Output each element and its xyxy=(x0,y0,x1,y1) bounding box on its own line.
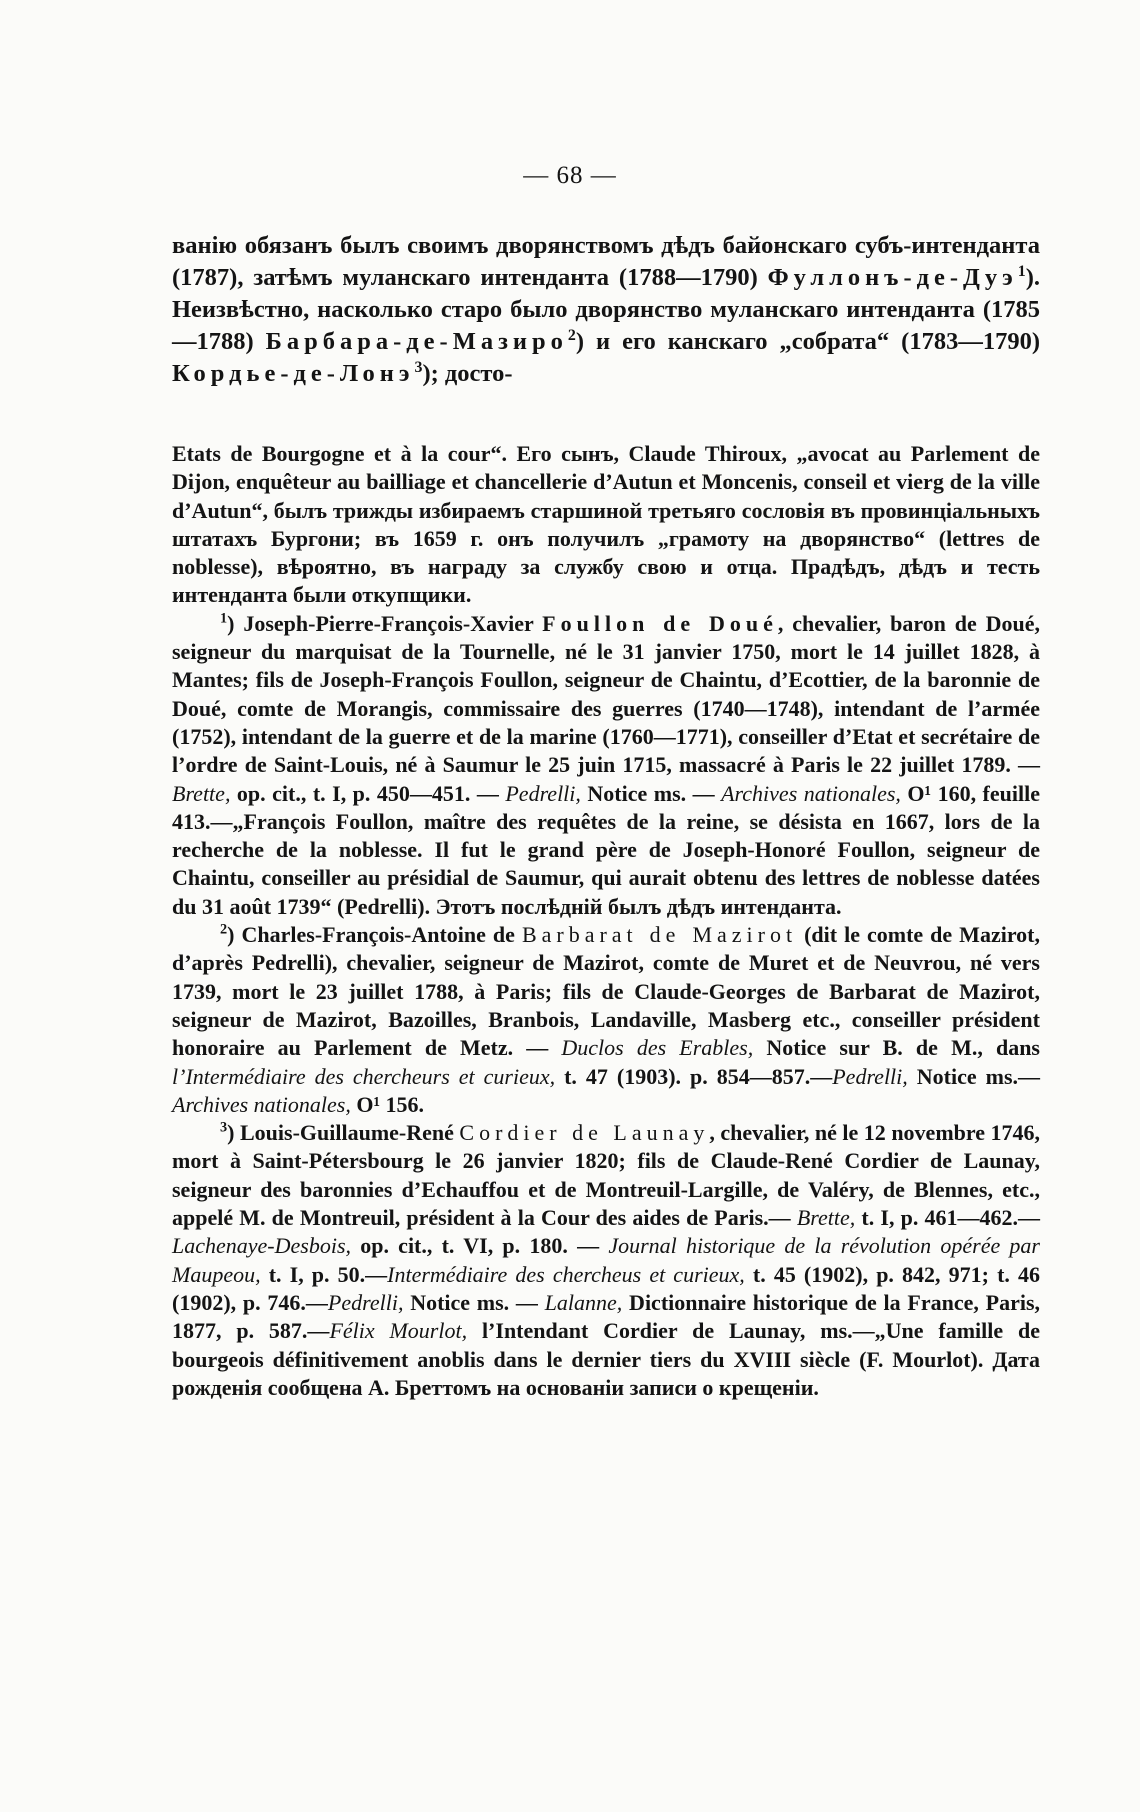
name-barbarat: Барбара-де-Мазиро xyxy=(265,328,568,355)
main-text: ванію обязанъ былъ своимъ дворянствомъ дѣдъ байонскаго субъ-интенданта (1787), затѣмъ муланскаго интенданта (1788—1790) Фуллонъ-де-Дуэ$^1$). Неизвѣстно, насколько старо было дворянство муланскаго интенданта (1785—1788) Барбара-де-Мазиро$^2$) и его канскаго „собрата“ (1783—1790) Кордье-де-Лонэ$^3$); досто- xyxy=(172,232,1040,387)
footnote-1: $^1$) Joseph-Pierre-François-Xavier Foullon de Doué, chevalier, baron de Doué, seigneur du marquisat de la Tournelle, né le 31 janvier 1750, mort le 14 juillet 1828, à Mantes; fils de Joseph-François Foullon, seigneur de Chaintu, d’Ecottier, de la baronnie de Doué, comte de Morangis, commissaire des guerres (1740—1748), intendant de l’armée (1752), intendant de la guerre et de la marine (1760—1771), conseiller d’Etat et secrétaire de l’ordre de Saint-Louis, né à Saumur le 25 juin 1715, massacré à Paris le 22 juillet 1789. — Brette, op. cit., t. I, p. 450—451. — Pedrelli, Notice ms. — Archives nationales, O¹ 160, feuille 413.—„François Foullon, maître des requêtes de la reine, se désista en 1667, lors de la recherche de la noblesse. Il fut le grand père de Joseph-Honoré Foullon, seigneur de Chaintu, conseiller au présidial de Saumur, qui aurait obtenu des lettres de noblesse datées du 31 août 1739“ (Pedrelli). Этотъ послѣдній былъ дѣдъ интенданта. xyxy=(172,610,1040,919)
footnotes xyxy=(172,440,1040,1402)
footnote-ref-3[interactable]: 3 xyxy=(414,358,423,376)
footnote-ref-1[interactable]: 1 xyxy=(1017,262,1026,280)
footnote-ref-2[interactable]: 2 xyxy=(567,326,576,344)
footnote-3: $^3$) Louis-Guillaume-René Cordier de Launay, chevalier, né le 12 novembre 1746, mort à Saint-Pétersbourg le 26 janvier 1820; fils de Claude-René Cordier de Launay, seigneur des baronnies d’Echauffou et de Montreuil-Largille, de Valéry, de Blennes, etc., appelé M. de Montreuil, président à la Cour des aides de Paris.— Brette, t. I, p. 461—462.—Lachenaye-Desbois, op. cit., t. VI, p. 180. — Journal historique de la révolution opérée par Maupeou, t. I, p. 50.—Intermédiaire des chercheus et curieux, t. 45 (1902), p. 842, 971; t. 46 (1902), p. 746.—Pedrelli, Notice ms. — Lalanne, Dictionnaire historique de la France, Paris, 1877, p. 587.—Félix Mourlot, l’Intendant Cordier de Launay, ms.—„Une famille de bourgeois définitivement anoblis dans le dernier tiers du XVIII siècle (F. Mourlot). Дата рожденія сообщена А. Бреттомъ на основаніи записи о крещеніи. xyxy=(172,1119,1041,1400)
footnote-2: $^2$) Charles-François-Antoine de Barbarat de Mazirot (dit le comte de Mazirot, d’après Pedrelli), chevalier, seigneur de Mazirot, comte de Muret et de Neuvrou, né vers 1739, mort le 23 juillet 1788, à Paris; fils de Claude-Georges de Barbarat de Mazirot, seigneur de Mazirot, Bazoilles, Branbois, Landaville, Masberg etc., conseiller président honoraire au Parlement de Metz. — Duclos des Erables, Notice sur B. de M., dans l’Intermédiaire des chercheurs et curieux, t. 47 (1903). p. 854—857.—Pedrelli, Notice ms.—Archives nationales, O¹ 156. xyxy=(172,921,1041,1117)
footnote-mark-1: 1 xyxy=(220,610,228,627)
page-number: — 68 — xyxy=(523,162,617,189)
name-cordier: Кордье-де-Лонэ xyxy=(172,360,415,387)
footnote-continuation: Etats de Bourgogne et à la cour“. Его сынъ, Claude Thiroux, „avocat au Parlement de Dijon, enquêteur au bailliage et chancellerie d’Autun et Moncenis, conseil et vierg de la ville d’Autun“, былъ трижды избираемъ старшиной третьяго сословія въ провинціальныхъ штатахъ Бургони; въ 1659 г. онъ получилъ „грамоту на дворянство“ (lettres de noblesse), вѣроятно, въ награду за службу свою и отца. Прадѣдъ, дѣдъ и тесть интенданта были откупщики. xyxy=(172,441,1040,608)
footnote-mark-2: 2 xyxy=(220,921,228,938)
footnote-mark-3: 3 xyxy=(220,1119,228,1136)
name-foullon: Фуллонъ-де-Дуэ xyxy=(767,264,1018,291)
